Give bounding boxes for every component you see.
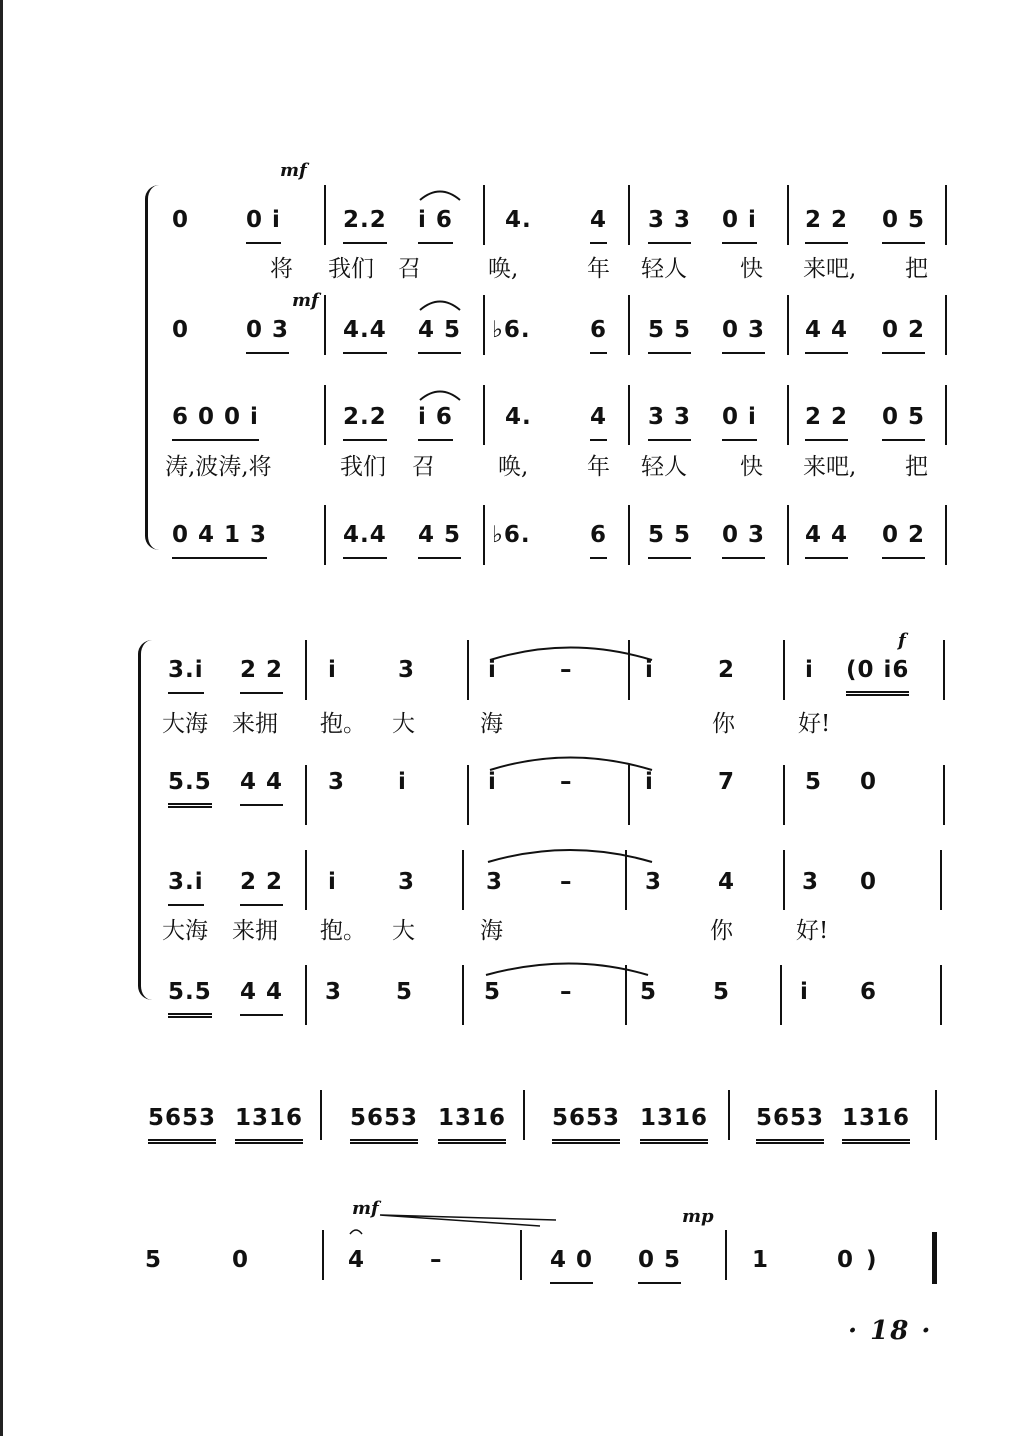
note-group: 0 (172, 317, 190, 343)
note-group: 4 5 (418, 310, 461, 354)
lyric-syllable: 召 (398, 256, 421, 282)
decrescendo-hairpin (380, 1215, 556, 1226)
note-group: 2 (718, 657, 736, 683)
note-group: 4 (590, 200, 607, 244)
lyric-syllable: 大海 (162, 711, 208, 737)
note-group: 4. (505, 207, 532, 233)
note-group: 1316 (842, 1098, 910, 1144)
dynamic-marking: mf (352, 1198, 379, 1219)
note-group: 6 (590, 310, 607, 354)
note-group: 5.5 (168, 972, 212, 1018)
note-group: 3 (328, 769, 346, 795)
lyric-syllable: 快 (740, 256, 763, 282)
note-group: 4.4 (343, 310, 387, 354)
lyric-syllable: 我们 (340, 454, 386, 480)
bar-line (945, 385, 947, 445)
note-group: ) (866, 1247, 878, 1273)
note-group: 5 (145, 1247, 163, 1273)
notation-line (0, 1240, 1024, 1288)
lyric-syllable: 抱。 (320, 711, 366, 737)
note-group: 5 (396, 979, 414, 1005)
dynamic-marking: mf (292, 290, 319, 311)
system-brace (145, 185, 162, 550)
lyric-syllable: 唤, (498, 454, 529, 480)
bar-line (940, 965, 942, 1025)
note-group: ♭6. (492, 522, 531, 548)
note-group: i (328, 869, 337, 895)
lyric-syllable: 海 (480, 711, 503, 737)
note-group: i (805, 657, 814, 683)
lyric-syllable: 将 (270, 256, 293, 282)
lyric-syllable: 好! (796, 918, 829, 944)
lyric-syllable: 来拥 (232, 918, 278, 944)
bar-line (324, 185, 326, 245)
note-group: 4 4 (240, 762, 283, 806)
note-group: 5 (805, 769, 823, 795)
note-group: 6 (590, 515, 607, 559)
note-group: 2.2 (343, 200, 387, 244)
note-group: 2.2 (343, 397, 387, 441)
note-group: 1316 (640, 1098, 708, 1144)
note-group: 0 4 1 3 (172, 515, 267, 559)
note-group: 5653 (552, 1098, 620, 1144)
note-group: ♭6. (492, 317, 531, 343)
page-number: · 18 · (848, 1316, 933, 1346)
lyric-syllable: 来吧, (803, 454, 857, 480)
note-group: 0 (860, 869, 878, 895)
slur (420, 192, 460, 201)
note-group: 5 (484, 979, 502, 1005)
note-group: 4 (348, 1247, 366, 1273)
bar-line (483, 505, 485, 565)
note-group: 4 4 (805, 515, 848, 559)
note-group: 0 i (722, 397, 757, 441)
note-group: 2 2 (805, 200, 848, 244)
lyric-syllable: 你 (710, 918, 733, 944)
bar-line (320, 1090, 322, 1140)
note-group: 6 (860, 979, 878, 1005)
bar-line (305, 765, 307, 825)
bar-line (945, 505, 947, 565)
note-group: 4 (590, 397, 607, 441)
bar-line (462, 965, 464, 1025)
note-group: – (560, 769, 573, 795)
lyric-syllable: 好! (798, 711, 831, 737)
lyric-syllable: 大海 (162, 918, 208, 944)
tie (488, 850, 652, 862)
note-group: 4 5 (418, 515, 461, 559)
note-group: (0 i6 (846, 650, 909, 696)
bar-line (940, 850, 942, 910)
note-group: 3 3 (648, 397, 691, 441)
dynamic-marking: mf (280, 160, 307, 181)
bar-line (787, 295, 789, 355)
note-group: 5653 (148, 1098, 216, 1144)
bar-line (324, 295, 326, 355)
note-group: – (560, 979, 573, 1005)
bar-line (625, 965, 627, 1025)
note-group: – (430, 1247, 443, 1273)
dynamic-marking: f (898, 630, 906, 651)
note-group: 0 5 (882, 397, 925, 441)
note-group: 0 (837, 1247, 855, 1273)
lyric-syllable: 涛,波涛,将 (165, 454, 272, 480)
bar-line (943, 765, 945, 825)
bar-line (467, 640, 469, 700)
bar-line (783, 765, 785, 825)
lyric-syllable: 海 (480, 918, 503, 944)
bar-line (305, 965, 307, 1025)
note-group: 1316 (438, 1098, 506, 1144)
note-group: 5.5 (168, 762, 212, 808)
note-group: 1 (752, 1247, 770, 1273)
lyric-syllable: 快 (740, 454, 763, 480)
lyric-syllable: 来吧, (803, 256, 857, 282)
note-group: i (488, 769, 497, 795)
bar-line (945, 295, 947, 355)
bar-line (783, 640, 785, 700)
note-group: 3 (645, 869, 663, 895)
final-bar-line (932, 1232, 937, 1284)
bar-line (628, 385, 630, 445)
lyric-syllable: 轻人 (641, 256, 687, 282)
note-group: 4 (718, 869, 736, 895)
bar-line (628, 640, 630, 700)
note-group: 3 (398, 869, 416, 895)
lyric-syllable: 年 (587, 256, 610, 282)
note-group: i (398, 769, 407, 795)
bar-line (787, 185, 789, 245)
bar-line (483, 185, 485, 245)
bar-line (305, 640, 307, 700)
notation-line (0, 1098, 1024, 1146)
note-group: 0 (172, 207, 190, 233)
note-group: 2 2 (240, 650, 283, 694)
lyric-syllable: 来拥 (232, 711, 278, 737)
note-group: – (560, 657, 573, 683)
note-group: 4.4 (343, 515, 387, 559)
bar-line (483, 385, 485, 445)
slur (420, 302, 460, 311)
note-group: 0 (860, 769, 878, 795)
note-group: i 6 (418, 397, 453, 441)
fermata (350, 1230, 362, 1234)
lyric-syllable: 大 (392, 918, 415, 944)
bar-line (780, 965, 782, 1025)
note-group: 0 3 (246, 310, 289, 354)
lyric-syllable: 召 (412, 454, 435, 480)
bar-line (628, 505, 630, 565)
bar-line (725, 1230, 727, 1280)
note-group: 4 4 (805, 310, 848, 354)
bar-line (628, 185, 630, 245)
bar-line (625, 850, 627, 910)
bar-line (728, 1090, 730, 1140)
bar-line (787, 385, 789, 445)
note-group: 3 (325, 979, 343, 1005)
note-group: 0 i (722, 200, 757, 244)
note-group: 2 2 (240, 862, 283, 906)
note-group: 5653 (350, 1098, 418, 1144)
dynamic-marking: mp (682, 1206, 714, 1227)
lyric-syllable: 把 (905, 454, 928, 480)
system-brace (138, 640, 155, 1000)
note-group: 4 4 (240, 972, 283, 1016)
note-group: i (645, 769, 654, 795)
bar-line (943, 640, 945, 700)
note-group: 0 i (246, 200, 281, 244)
note-group: 5 5 (648, 310, 691, 354)
note-group: 1316 (235, 1098, 303, 1144)
note-group: 7 (718, 769, 736, 795)
bar-line (935, 1090, 937, 1140)
note-group: 0 2 (882, 515, 925, 559)
lyric-syllable: 年 (587, 454, 610, 480)
note-group: 3 (802, 869, 820, 895)
lyric-syllable: 抱。 (320, 918, 366, 944)
note-group: 3 (486, 869, 504, 895)
bar-line (467, 765, 469, 825)
note-group: i (488, 657, 497, 683)
bar-line (462, 850, 464, 910)
bar-line (783, 850, 785, 910)
bar-line (787, 505, 789, 565)
lyric-syllable: 把 (905, 256, 928, 282)
note-group: 6 0 0 i (172, 397, 259, 441)
note-group: 3 3 (648, 200, 691, 244)
note-group: 5 (640, 979, 658, 1005)
bar-line (322, 1230, 324, 1280)
note-group: i (328, 657, 337, 683)
note-group: 0 3 (722, 515, 765, 559)
bar-line (628, 295, 630, 355)
bar-line (483, 295, 485, 355)
lyric-syllable: 我们 (328, 256, 374, 282)
lyric-syllable: 唤, (488, 256, 519, 282)
note-group: i 6 (418, 200, 453, 244)
note-group: 0 5 (882, 200, 925, 244)
bar-line (324, 505, 326, 565)
bar-line (628, 765, 630, 825)
note-group: 3 (398, 657, 416, 683)
note-group: 4. (505, 404, 532, 430)
bar-line (305, 850, 307, 910)
note-group: i (800, 979, 809, 1005)
lyric-syllable: 轻人 (641, 454, 687, 480)
bar-line (945, 185, 947, 245)
bar-line (520, 1230, 522, 1280)
note-group: 5 (713, 979, 731, 1005)
lyric-syllable: 大 (392, 711, 415, 737)
note-group: 5 5 (648, 515, 691, 559)
note-group: 3.i (168, 862, 204, 906)
bar-line (324, 385, 326, 445)
note-group: 3.i (168, 650, 204, 694)
bar-line (523, 1090, 525, 1140)
note-group: 2 2 (805, 397, 848, 441)
note-group: 4 0 (550, 1240, 593, 1284)
note-group: 0 5 (638, 1240, 681, 1284)
note-group: 0 2 (882, 310, 925, 354)
note-group: – (560, 869, 573, 895)
note-group: i (645, 657, 654, 683)
note-group: 5653 (756, 1098, 824, 1144)
lyric-syllable: 你 (712, 711, 735, 737)
note-group: 0 (232, 1247, 250, 1273)
note-group: 0 3 (722, 310, 765, 354)
